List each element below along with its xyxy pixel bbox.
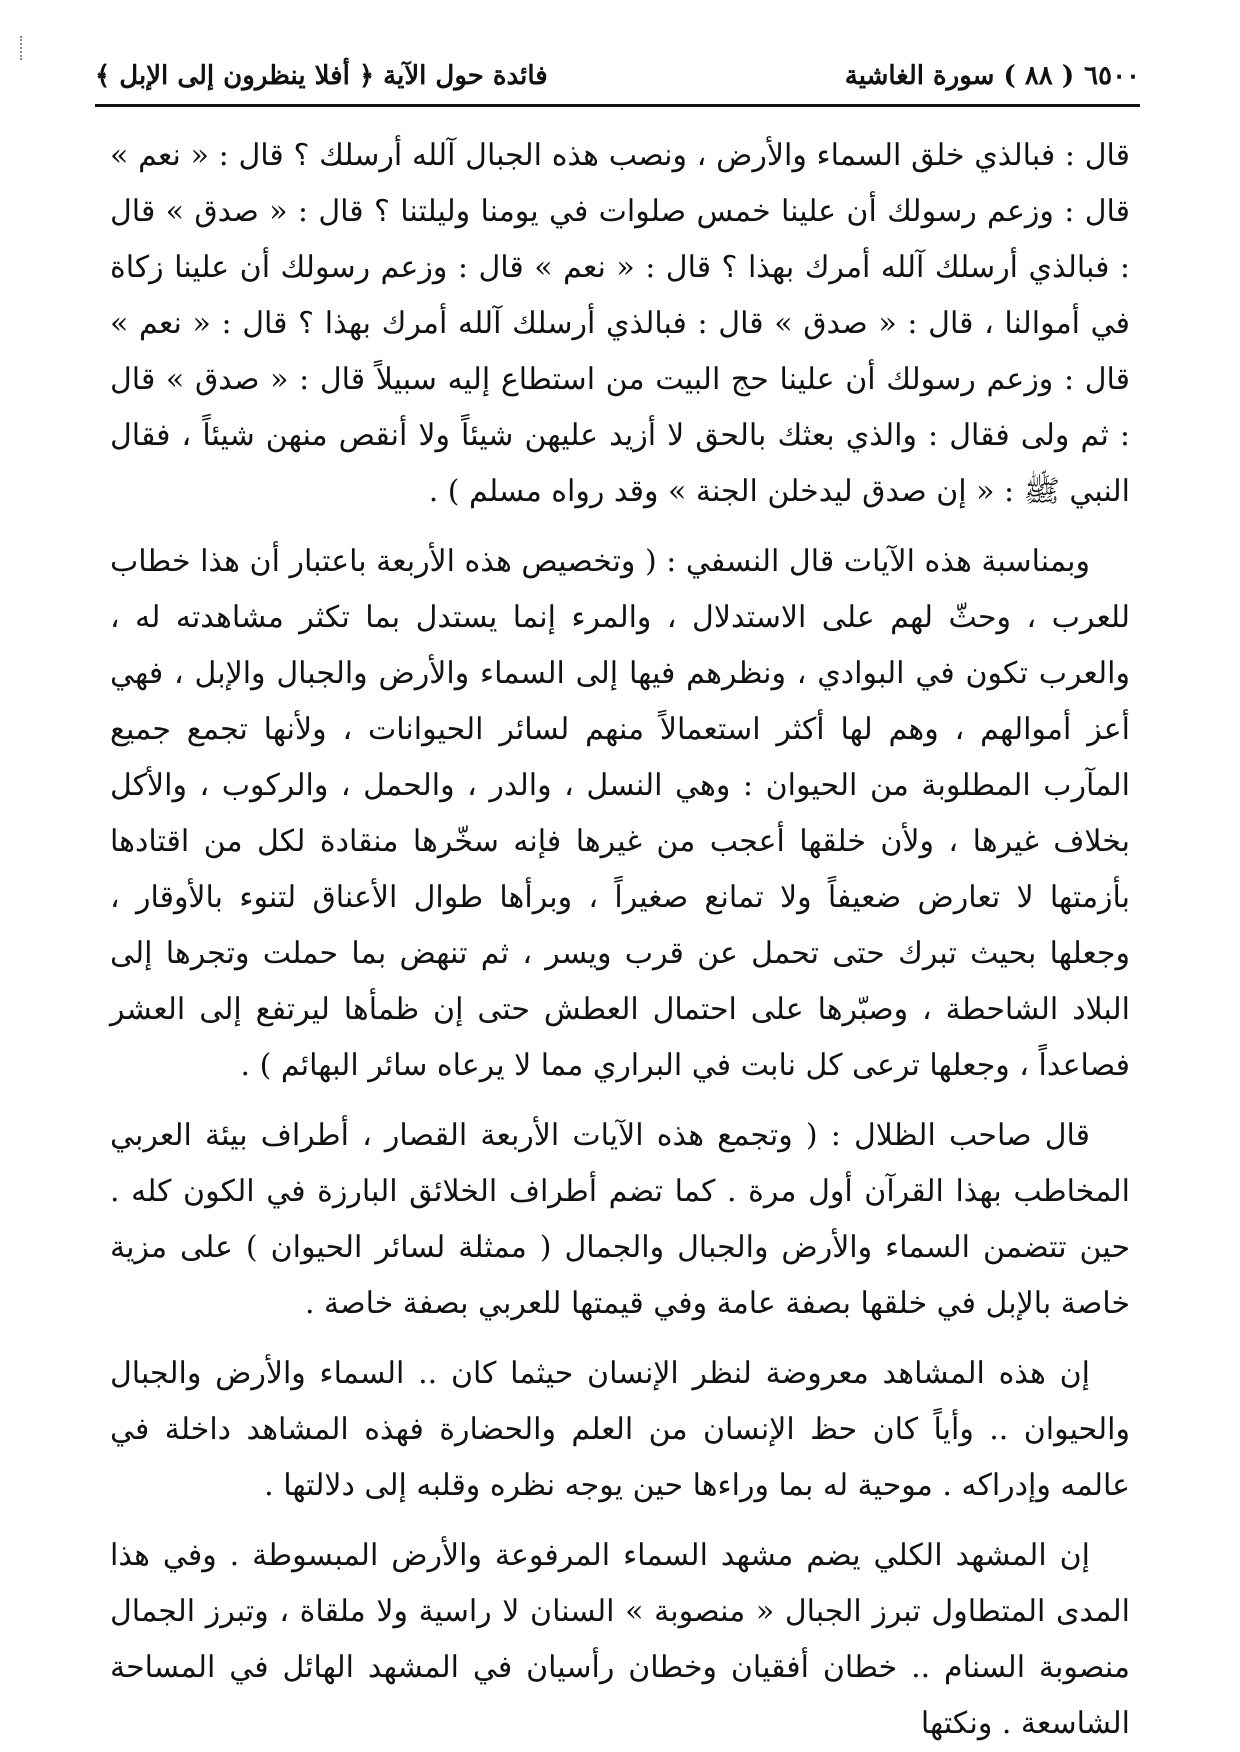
header-left <box>95 61 548 91</box>
page-body <box>110 128 1130 1741</box>
paragraph-4: إن هذه المشاهد معروضة لنظر الإنسان حيثما كان .. السماء والأرض والجبال والحيوان .. وأياً كان حظ الإنسان من العلم والحضارة فهذه المشاهد داخلة في عالمه وإدراكه . موحية له بما وراءها حين يوجه نظره وقلبه إلى دلالتها . <box>110 1356 1130 1503</box>
paragraph-2: وبمناسبة هذه الآيات قال النسفي : ( وتخصيص هذه الأربعة باعتبار أن هذا خطاب للعرب ، وحثّ لهم على الاستدلال ، والمرء إنما يستدل بما تكثر مشاهدته له ، والعرب تكون في البوادي ، ونظرهم فيها إلى السماء والأرض والجبال والإبل ، فهي أعز أموالهم ، وهم لها أكثر استعمالاً منهم لسائر الحيوانات ، ولأنها تجمع جميع المآرب المطلوبة من الحيوان : وهي النسل ، والدر ، والحمل ، والركوب ، والأكل بخلاف غيرها ، ولأن خلقها أعجب من غيرها فإنه سخّرها منقادة لكل من اقتادها بأزمتها لا تعارض ضعيفاً ولا تمانع صغيراً ، وبرأها طوال الأعناق لتنوء بالأوقار ، وجعلها بحيث تبرك حتى تحمل عن قرب ويسر ، ثم تنهض بما حملت وتجرها إلى البلاد الشاحطة ، وصبّرها على احتمال العطش حتى إن ظمأها ليرتفع إلى العشر فصاعداً ، وجعلها ترعى كل نابت في البراري مما لا يرعاه سائر البهائم ) . <box>110 544 1130 1083</box>
paragraph-5: إن المشهد الكلي يضم مشهد السماء المرفوعة والأرض المبسوطة . وفي هذا المدى المتطاول تبرز الجبال « منصوبة » السنان لا راسية ولا ملقاة ، وتبرز الجمال منصوبة السنام .. خطان أفقيان وخطان رأسيان في المشهد الهائل في المساحة الشاسعة . ونكتها <box>110 1538 1130 1741</box>
margin-mark <box>20 36 28 60</box>
section-title: فائدة حول الآية ﴿ أفلا ينظرون إلى الإبل ﴾ <box>95 61 548 91</box>
page-number: ٦٥٠٠ <box>1084 61 1140 91</box>
header-rule <box>95 104 1140 107</box>
paragraph-3: قال صاحب الظلال : ( وتجمع هذه الآيات الأربعة القصار ، أطراف بيئة العربي المخاطب بهذا القرآن أول مرة . كما تضم أطراف الخلائق البارزة في الكون كله . حين تتضمن السماء والأرض والجبال والجمال ( ممثلة لسائر الحيوان ) على مزية خاصة بالإبل في خلقها بصفة عامة وفي قيمتها للعربي بصفة خاصة . <box>110 1118 1130 1321</box>
paragraph-1: قال : فبالذي خلق السماء والأرض ، ونصب هذه الجبال آلله أرسلك ؟ قال : « نعم » قال : وزعم رسولك أن علينا خمس صلوات في يومنا وليلتنا ؟ قال : « صدق » قال : فبالذي أرسلك آلله أمرك بهذا ؟ قال : « نعم » قال : وزعم رسولك أن علينا زكاة في أموالنا ، قال : « صدق » قال : فبالذي أرسلك آلله أمرك بهذا ؟ قال : « نعم » قال : وزعم رسولك أن علينا حج البيت من استطاع إليه سبيلاً قال : « صدق » قال : ثم ولى فقال : والذي بعثك بالحق لا أزيد عليهن شيئاً ولا أنقص منهن شيئاً ، فقال النبي ﷺ : « إن صدق ليدخلن الجنة » وقد رواه مسلم ) . <box>110 138 1130 509</box>
page-header <box>95 46 1140 106</box>
surah-name: ( ٨٨ ) سورة الغاشية <box>844 61 1075 91</box>
header-right <box>845 61 1140 91</box>
